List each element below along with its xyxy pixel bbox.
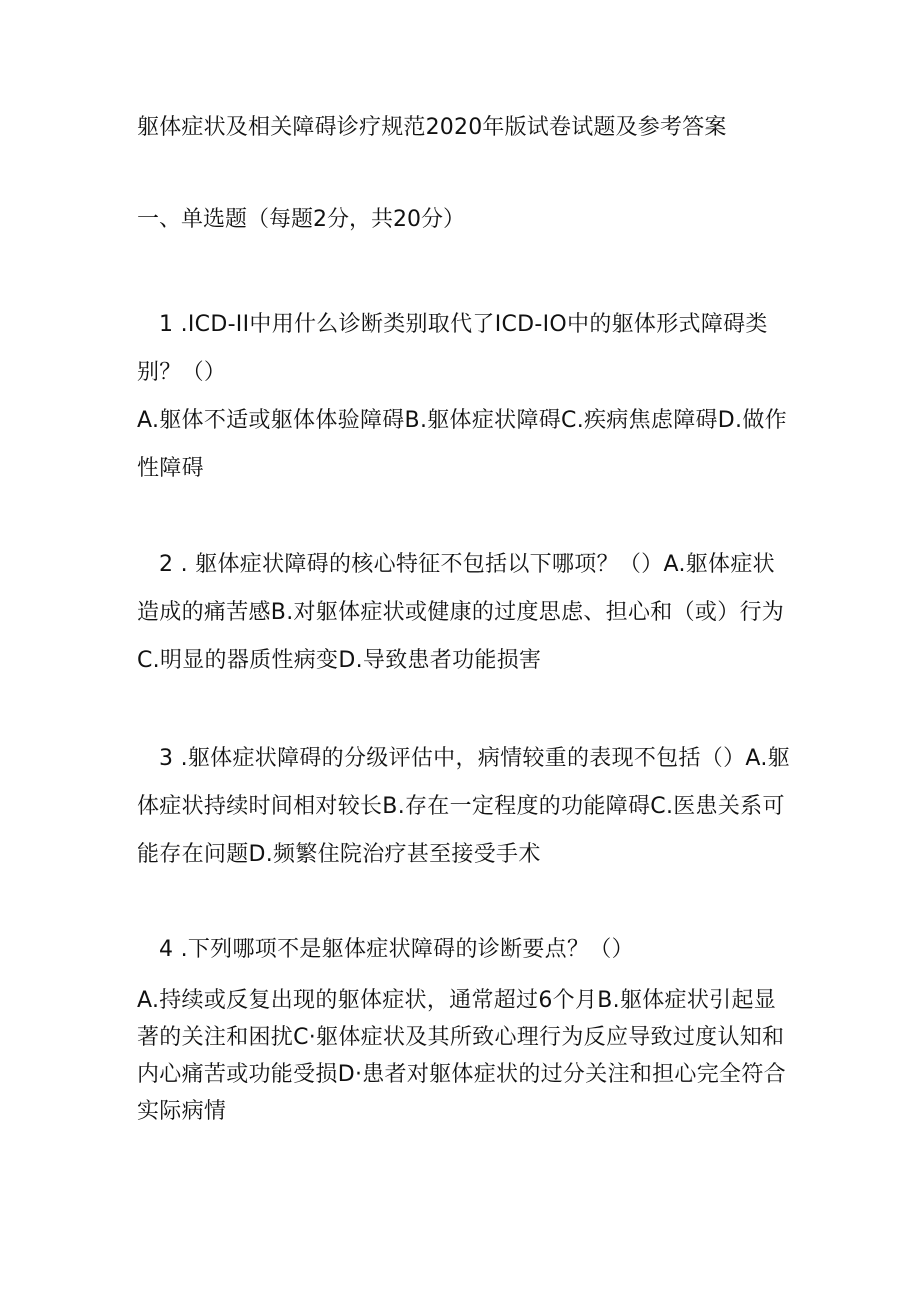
question-3: [137, 735, 797, 879]
question-4: [137, 926, 797, 1130]
question-2-text: 2 . 躯体症状障碍的核心特征不包括以下哪项？（）A.躯体症状造成的痛苦感B.对躯体症状或健康的过度思虑、担心和（或）行为C.明显的器质性病变D.导致患者功能损害: [137, 552, 785, 673]
question-4-text: 4 .下列哪项不是躯体症状障碍的诊断要点？（）: [159, 937, 634, 962]
question-2: [137, 541, 797, 685]
question-1: [137, 301, 797, 493]
question-3-text: 3 .躯体症状障碍的分级评估中，病情较重的表现不包括（）A.躯体症状持续时间相对较长B.存在一定程度的功能障碍C.医患关系可能存在问题D.频繁住院治疗甚至接受手术: [137, 746, 790, 867]
question-1-text: 1 .ICD-II中用什么诊断类别取代了ICD-IO中的躯体形式障碍类别？（）: [137, 312, 768, 385]
section-heading: 一、单选题（每题2分，共20分）: [137, 207, 465, 232]
question-1-options: A.躯体不适或躯体体验障碍B.躯体症状障碍C.疾病焦虑障碍D.做作性障碍: [137, 408, 787, 481]
document-title: 躯体症状及相关障碍诊疗规范2020年版试卷试题及参考答案: [137, 115, 727, 140]
question-4-options: A.持续或反复出现的躯体症状，通常超过6个月B.躯体症状引起显著的关注和困扰C·躯体症状及其所致心理行为反应导致过度认知和内心痛苦或功能受损D·患者对躯体症状的过分关注和担心完全符合实际病情: [137, 988, 786, 1124]
